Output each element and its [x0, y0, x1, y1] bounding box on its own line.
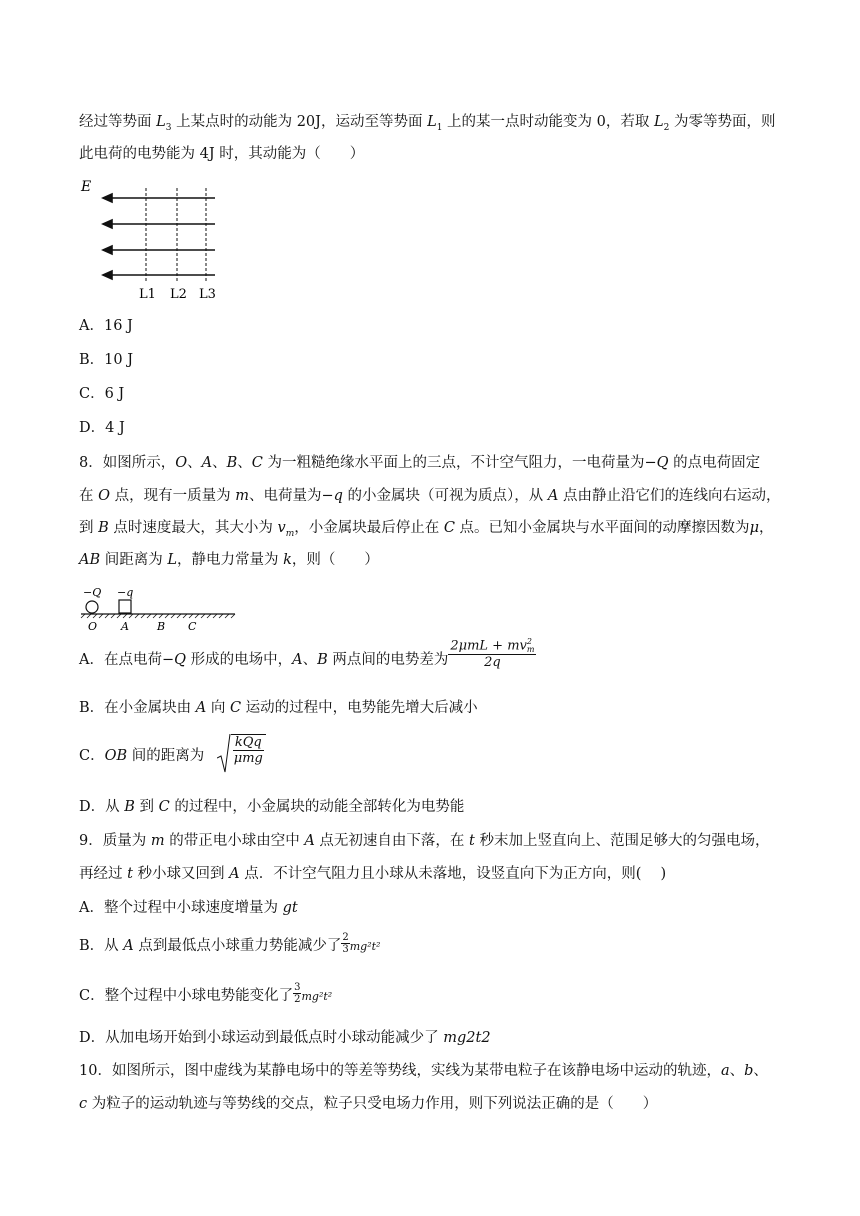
numerator: 3 — [294, 981, 301, 993]
text: 点由静止沿它们的连线向右运动， — [558, 488, 781, 504]
text: 9．质量为 — [79, 833, 151, 849]
var: t — [127, 866, 133, 882]
text: 在 — [79, 488, 99, 504]
text: 两点间的电势差为 — [327, 652, 449, 668]
q7-stem-line1 — [79, 112, 776, 138]
text: 为一粗糙绝缘水平面上的三点，不计空气阻力，一电荷量为− — [262, 455, 657, 471]
text: C． — [79, 748, 105, 764]
q7-field-figure — [79, 174, 219, 300]
text: ，则（ ） — [291, 552, 379, 568]
text: 点，现有一质量为 — [110, 488, 236, 504]
q9-stem-line2 — [79, 864, 666, 884]
text: B．从 — [79, 938, 124, 954]
var: Q — [174, 652, 187, 668]
var: AB — [79, 552, 101, 568]
denominator: 2q — [484, 655, 501, 670]
expression: mg²t² — [301, 990, 333, 1003]
text: 向 — [206, 700, 230, 716]
text: 点．不计空气阻力且小球从未落地，设竖直向下为正方向，则( ) — [239, 866, 667, 882]
arrow-head — [103, 220, 112, 228]
var: t — [469, 833, 475, 849]
var: Q — [656, 455, 669, 471]
text: 为粒子的运动轨迹与等势线的交点，粒子只受电场力作用，则下列说法正确的是（ ） — [87, 1096, 658, 1112]
label-L1: L1 — [139, 287, 156, 300]
label-C: C — [188, 620, 197, 632]
var: B — [98, 520, 109, 536]
fraction — [231, 734, 266, 766]
q8-charge-figure — [79, 586, 239, 632]
fraction — [341, 932, 349, 955]
text: 再经过 — [79, 866, 128, 882]
text: C．整个过程中小球电势能变化了 — [79, 988, 294, 1004]
text: 运动的过程中，电势能先增大后减小 — [241, 700, 478, 716]
var: A — [123, 938, 134, 954]
q9-option-b — [79, 931, 381, 957]
text: 2μmL + mv — [450, 638, 527, 654]
fraction — [448, 638, 536, 670]
q8-option-a — [79, 637, 536, 670]
text: 的过程中，小金属块的动能全部转化为电势能 — [169, 799, 465, 815]
var-L: L — [156, 114, 166, 130]
text: 10．如图所示，图中虚线为某静电场中的等差等势线，实线为某带电粒子在该静电场中运动的轨迹， — [79, 1063, 721, 1079]
var: A — [547, 488, 559, 504]
var: q — [333, 488, 343, 504]
var: A — [201, 455, 213, 471]
text: 的带正电小球由空中 — [164, 833, 305, 849]
text: 点无初速自由下落，在 — [314, 833, 470, 849]
text: 、 — [753, 1063, 768, 1079]
expression: mg²t² — [349, 940, 381, 953]
q7-option-c: C．6 J — [79, 386, 125, 402]
var: gt — [282, 900, 298, 916]
var: B — [124, 799, 135, 815]
text: ，静电力常量为 — [177, 552, 284, 568]
q7-option-a: A．16 J — [79, 318, 133, 334]
var: B — [226, 455, 238, 471]
text: ，小金属块最后停止在 — [294, 520, 444, 536]
q10-stem-line1 — [79, 1061, 768, 1081]
text: 秒小球又回到 — [132, 866, 230, 882]
sup: 2 — [526, 637, 532, 646]
label-L3: L3 — [199, 287, 216, 300]
text: 点。已知小金属块与水平面间的动摩擦因数为 — [454, 520, 750, 536]
q8-stem-line3 — [79, 518, 774, 544]
q8-option-d — [79, 797, 464, 817]
var: mg2t2 — [443, 1030, 491, 1046]
text: A．在点电荷− — [79, 652, 175, 668]
var: A — [229, 866, 240, 882]
text: 、 — [302, 652, 318, 668]
q9-option-a — [79, 898, 298, 918]
var: A — [304, 833, 315, 849]
var: k — [283, 552, 292, 568]
text: 为零等势面，则 — [669, 114, 776, 130]
label-B: B — [157, 620, 166, 632]
sub: 2 — [663, 122, 670, 133]
q8-stem-line1 — [79, 453, 760, 473]
text: 经过等势面 — [79, 114, 157, 130]
text: 点到最低点小球重力势能减少了 — [133, 938, 342, 954]
text: 、电荷量为− — [248, 488, 334, 504]
var: C — [229, 700, 242, 716]
var: c — [79, 1096, 88, 1112]
var: O — [98, 488, 110, 504]
text: 间的距离为 — [127, 748, 205, 764]
var: B — [317, 652, 328, 668]
q9-option-d — [79, 1028, 491, 1048]
label-L2: L2 — [170, 287, 187, 300]
text: 到 — [134, 799, 159, 815]
arrow-head — [103, 194, 112, 202]
q8-stem-line4 — [79, 550, 379, 570]
q7-option-b: B．10 J — [79, 352, 134, 368]
denominator: μmg — [233, 751, 263, 766]
var: a — [720, 1063, 730, 1079]
var: O — [175, 455, 188, 471]
q9-stem-line1 — [79, 831, 769, 851]
sub: m — [285, 528, 295, 539]
text: 间距离为 — [100, 552, 168, 568]
var: A — [195, 700, 207, 716]
denominator: 2 — [294, 993, 301, 1005]
text: 点时速度最大，其大小为 — [108, 520, 278, 536]
text: 到 — [79, 520, 99, 536]
var: C — [443, 520, 455, 536]
square-root — [217, 734, 266, 766]
text: B．在小金属块由 — [79, 700, 196, 716]
q10-stem-line2 — [79, 1094, 657, 1114]
metal-block — [119, 600, 131, 613]
var: μ — [749, 520, 759, 536]
text: 的小金属块（可视为质点），从 — [342, 488, 548, 504]
label-neg-Q: −Q — [83, 586, 102, 599]
text: 8．如图所示， — [79, 455, 176, 471]
text: 上的某一点时动能变为 0，若取 — [442, 114, 655, 130]
q8-option-b — [79, 698, 478, 718]
sub: 3 — [165, 122, 172, 133]
var: m — [150, 833, 165, 849]
var: C — [158, 799, 170, 815]
text: 形成的电场中， — [186, 652, 293, 668]
var: v — [277, 520, 286, 536]
text: 上某点时的动能为 20J，运动至等势面 — [171, 114, 428, 130]
var-L: L — [654, 114, 664, 130]
numerator: 2 — [342, 931, 349, 943]
sub: m — [526, 645, 535, 654]
label-neg-q: −q — [117, 586, 134, 599]
q8-option-c — [79, 735, 266, 766]
text: 的点电荷固定 — [668, 455, 761, 471]
text: 、 — [187, 455, 202, 471]
var: b — [744, 1063, 754, 1079]
text: 、 — [212, 455, 227, 471]
numerator — [448, 638, 536, 655]
var: A — [292, 652, 303, 668]
q7-stem-line2: 此电荷的电势能为 4J 时，其动能为（ ） — [79, 146, 365, 162]
var-L: L — [427, 114, 437, 130]
arrow-head — [103, 246, 112, 254]
sub: 1 — [436, 122, 443, 133]
text: ， — [759, 520, 774, 536]
label-O: O — [88, 620, 98, 632]
q9-option-c — [79, 981, 333, 1007]
label-A: A — [121, 620, 129, 632]
text: 、 — [729, 1063, 745, 1079]
denominator: 3 — [342, 943, 349, 955]
q7-option-d: D．4 J — [79, 420, 125, 436]
text: 、 — [237, 455, 252, 471]
var: m — [235, 488, 249, 504]
var: L — [167, 552, 177, 568]
var: OB — [104, 748, 128, 764]
radical-sign — [217, 734, 231, 774]
text: D．从 — [79, 799, 125, 815]
arrow-head — [103, 271, 112, 279]
text: D．从加电场开始到小球运动到最低点时小球动能减少了 — [79, 1030, 444, 1046]
numerator: kQq — [234, 735, 262, 750]
text: A．整个过程中小球速度增量为 — [79, 900, 283, 916]
text: 秒末加上竖直向上、范围足够大的匀强电场， — [474, 833, 770, 849]
q8-stem-line2 — [79, 486, 780, 506]
point-charge — [86, 601, 98, 613]
var: C — [251, 455, 263, 471]
e-label: E — [81, 179, 92, 195]
